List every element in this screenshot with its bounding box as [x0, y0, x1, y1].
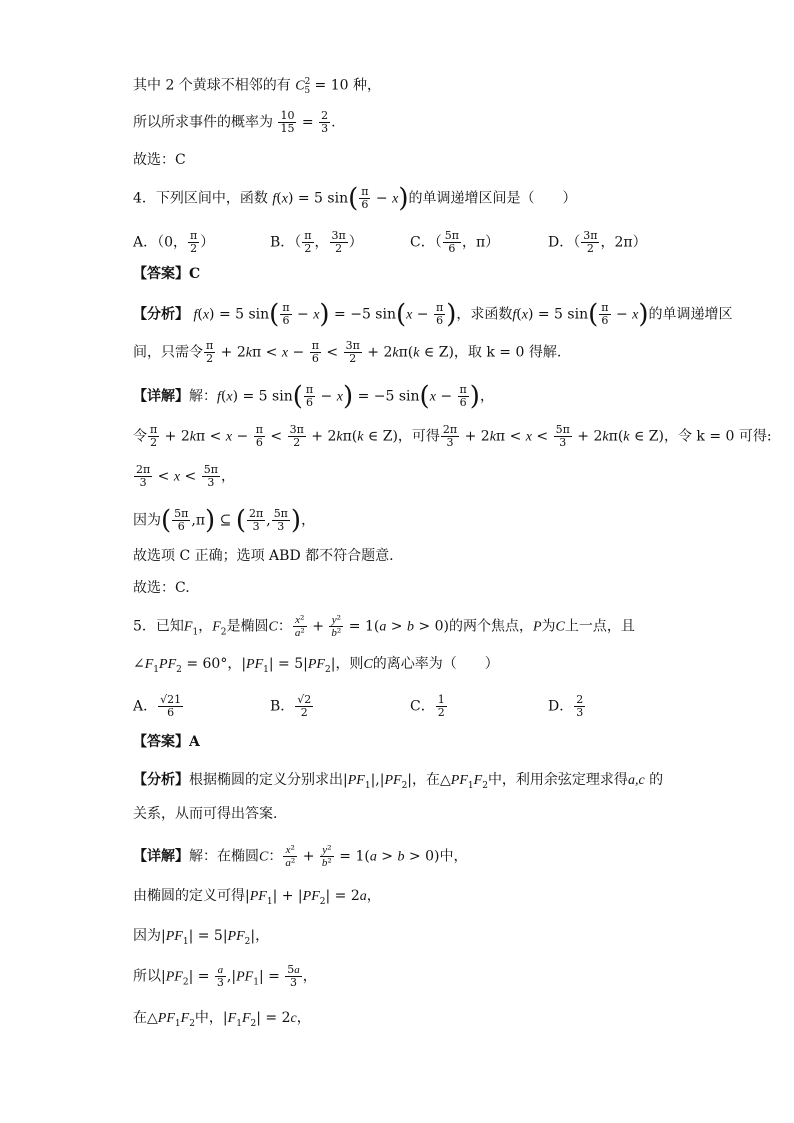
line-combination: 其中 2 个黄球不相邻的有 $C^2_5 = 10$ 种， — [133, 77, 381, 97]
text: 上一点，且 — [564, 618, 635, 635]
text: = 10 种， — [314, 77, 381, 94]
line-probability: 所以所求事件的概率为 $\frac{10}{15}$ = $\frac{2}{3}$ . — [133, 109, 336, 135]
q5-option-d: D． $\frac{2}{3}$ — [548, 693, 584, 719]
text: 令 — [133, 428, 147, 445]
detail-4-line2: 令 $\frac{\pi}{2}$ + 2kπ < x − $\frac{\pi}{6}$ < $\frac{3\pi}{2}$ + 2kπ(k ∈ Z)，可得 $\frac{2\pi}{3}$ + 2kπ < x < $\frac{5\pi}{3}$ + 2kπ(k ∈ Z)，令 k = 0 可得: — [133, 423, 772, 449]
text: 所以 — [133, 968, 161, 985]
question-4-stem: 4．下列区间中，函数 f(x) = 5 sin( $\frac{\pi}{6}$ − x)的单调递增区间是（ ） — [133, 183, 577, 214]
detail-4-line6: 故选：C. — [133, 580, 190, 596]
text: 中，利用余弦定理求得 — [487, 772, 628, 788]
text: 解： — [189, 388, 217, 405]
text: 的单调递增区 — [648, 306, 733, 323]
text: 解：在椭圆 — [189, 848, 259, 865]
text: 的 — [649, 772, 664, 788]
text: 间，只需令 — [133, 344, 203, 361]
question-5-stem: 5．已知$F_1$，$F_2$是椭圆C： $\frac{\text{x²}}{\text{a²}}$ + $\frac{\text{y²}}{\text{b²}}$ = 1(a > b > 0)的两个焦点，P为C上一点，且 — [133, 613, 635, 639]
text: C．（ — [410, 234, 442, 251]
text: 因为 — [133, 928, 161, 944]
text: ，取 k = 0 得解. — [453, 344, 562, 361]
q5-option-c: C． $\frac{1}{2}$ — [410, 693, 445, 719]
detail-5-line3: 因为$|PF_1| = 5|PF_2|$， — [133, 928, 270, 947]
text: ，令 k = 0 可得: — [663, 428, 772, 445]
text: 由椭圆的定义可得 — [133, 888, 245, 904]
detail-5-line5: 在$\triangle PF_1F_2$中，$|F_1F_2| = 2c$， — [133, 1010, 311, 1029]
answer-5: 【答案】A — [133, 734, 200, 750]
question-5-line2: $\angle F_1PF_2 = 60^\circ$，$|PF_1| = 5|PF_2|$，则C的离心率为（ ） — [133, 656, 499, 675]
text: D．（ — [548, 234, 581, 251]
line-choose-c: 故选：C — [133, 152, 186, 168]
text: 中， — [194, 1010, 223, 1026]
detail-4-line4: 因为( $\frac{5\pi}{6}$ ,π) ⊆ ( $\frac{2\pi}{3}$ , $\frac{5\pi}{3}$ )， — [133, 505, 316, 536]
detail-4-line3: $\frac{2\pi}{3}$ < x < $\frac{5\pi}{3}$ ， — [136, 463, 235, 489]
detail-5-line4: 所以$|PF_2|$ = $\frac{a}{3}$ $,|PF_1|$ = $\frac{5a}{3}$ ， — [133, 963, 317, 989]
text: ，则 — [335, 656, 364, 672]
text: 是椭圆 — [226, 618, 269, 635]
label: 【分析】 — [133, 306, 189, 323]
text: ，可得 — [397, 428, 440, 445]
text: 根据椭圆的定义分别求出 — [189, 772, 343, 788]
detail-4-line1: 【详解】解：f(x) = 5 sin( $\frac{\pi}{6}$ − x) = −5 sin(x − $\frac{\pi}{6}$ )， — [133, 381, 494, 412]
q4-option-a: A．（0， $\frac{\pi}{2}$ ） — [133, 229, 215, 255]
detail-4-line5: 故选项 C 正确；选项 ABD 都不符合题意. — [133, 548, 394, 564]
text: 中， — [439, 848, 468, 865]
detail-5-line1: 【详解】解：在椭圆C： $\frac{\text{x²}}{\text{a²}}$ + $\frac{\text{y²}}{\text{b²}}$ = 1(a > b > 0)中， — [133, 843, 468, 869]
text: 的离心率为（ ） — [372, 656, 499, 672]
text: 的单调递增区间是（ ） — [408, 190, 577, 207]
q4-option-c: C．（ $\frac{5\pi}{6}$ ，π） — [410, 229, 500, 255]
text: B．（ — [270, 234, 302, 251]
text: 其中 2 个黄球不相邻的有 — [133, 77, 291, 94]
analysis-5-line1: 【分析】根据椭圆的定义分别求出$|PF_1|,|PF_2|$，在$\triangle PF_1F_2$中，利用余弦定理求得a,c 的 — [133, 772, 664, 791]
label: 【详解】 — [133, 388, 189, 405]
text: 为 — [541, 618, 556, 635]
label: 【详解】 — [133, 848, 189, 865]
text: 5．已知 — [133, 618, 184, 635]
label: 【分析】 — [133, 772, 189, 788]
text: A．（0， — [133, 234, 188, 251]
text: C． — [410, 698, 435, 715]
text: . — [331, 114, 336, 131]
q5-option-a: A． $\frac{√21}{6}$ — [133, 693, 182, 719]
math-c: C — [295, 78, 305, 94]
text: A． — [133, 698, 158, 715]
text: ，求函数 — [456, 306, 513, 323]
text: 4．下列区间中，函数 — [133, 190, 268, 207]
answer-4: 【答案】C — [133, 266, 201, 282]
analysis-4-line2: 间，只需令 $\frac{\pi}{2}$ + 2kπ < x − $\frac{\pi}{6}$ < $\frac{3\pi}{2}$ + 2kπ(k ∈ Z)，取 k = 0 得解. — [133, 339, 562, 365]
text: ，在 — [412, 772, 441, 788]
q4-option-b: B．（ $\frac{\pi}{2}$ ， $\frac{3\pi}{2}$ ） — [270, 229, 363, 255]
q5-option-b: B． $\frac{√2}{2}$ — [270, 693, 312, 719]
text: 的两个焦点， — [448, 618, 533, 635]
text: D． — [548, 698, 574, 715]
text: 在△ — [133, 1010, 158, 1026]
q4-option-d: D．（ $\frac{3\pi}{2}$ ，2π） — [548, 229, 647, 255]
analysis-5-line2: 关系，从而可得出答案. — [133, 806, 278, 822]
detail-5-line2: 由椭圆的定义可得$|PF_1| + |PF_2| = 2a$， — [133, 888, 381, 907]
text: 因为 — [133, 512, 161, 529]
text: B． — [270, 698, 295, 715]
text: 所以所求事件的概率为 — [133, 114, 273, 131]
analysis-4-line1: 【分析】 f(x) = 5 sin( $\frac{\pi}{6}$ − x) = −5 sin(x − $\frac{\pi}{6}$ )，求函数f(x) = 5 sin( $\frac{\pi}{6}$ − x)的单调递增区 — [133, 299, 733, 330]
